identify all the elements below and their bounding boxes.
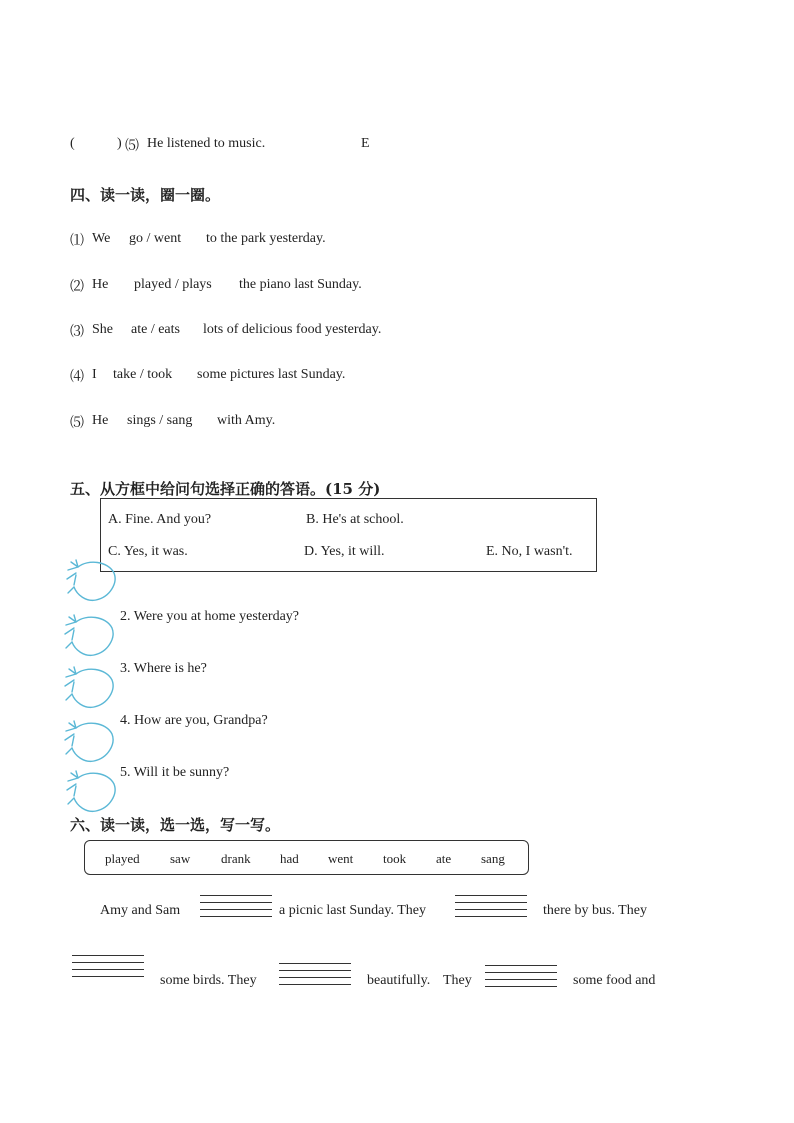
item-subject: She bbox=[92, 322, 113, 337]
strawberry-answer-icon[interactable] bbox=[62, 664, 116, 710]
item-rest: some pictures last Sunday. bbox=[197, 367, 346, 382]
passage-text: some food and bbox=[573, 973, 656, 988]
section5-heading: 五、从方框中给问句选择正确的答语。(15 分) bbox=[70, 480, 381, 498]
word-bank-item[interactable]: went bbox=[328, 851, 354, 866]
option-e: E. No, I wasn't. bbox=[486, 544, 573, 559]
item-options[interactable]: played / plays bbox=[134, 277, 212, 292]
item-rest: lots of delicious food yesterday. bbox=[203, 322, 382, 337]
word-bank-item[interactable]: saw bbox=[170, 851, 191, 866]
strawberry-answer-icon[interactable] bbox=[64, 768, 118, 814]
item-options[interactable]: ate / eats bbox=[131, 322, 180, 337]
paren-open: ( bbox=[70, 136, 75, 151]
section4-heading: 四、读一读，圈一圈。 bbox=[70, 186, 221, 204]
item-rest: with Amy. bbox=[217, 413, 276, 428]
passage-text: there by bus. They bbox=[543, 903, 647, 918]
passage-text: beautifully. bbox=[367, 973, 431, 988]
item-options[interactable]: sings / sang bbox=[127, 413, 193, 428]
item-number: ⑵ bbox=[70, 279, 84, 295]
word-bank-item[interactable]: drank bbox=[221, 851, 251, 866]
passage-text: some birds. They bbox=[160, 973, 257, 988]
question-text: 4. How are you, Grandpa? bbox=[120, 713, 268, 728]
word-bank-item[interactable]: played bbox=[105, 851, 140, 866]
question-text: 3. Where is he? bbox=[120, 661, 207, 676]
item-rest: the piano last Sunday. bbox=[239, 277, 362, 292]
item-options[interactable]: go / went bbox=[129, 231, 182, 246]
item-subject: He bbox=[92, 413, 109, 428]
writing-blank[interactable] bbox=[455, 895, 527, 923]
item-subject: We bbox=[92, 231, 111, 246]
option-d: D. Yes, it will. bbox=[304, 544, 385, 559]
section6-heading: 六、读一读，选一选，写一写。 bbox=[70, 816, 281, 834]
option-c: C. Yes, it was. bbox=[108, 544, 188, 559]
option-b: B. He's at school. bbox=[306, 512, 404, 527]
item-number: ⑴ bbox=[70, 233, 84, 249]
strawberry-answer-icon[interactable] bbox=[62, 612, 116, 658]
paren-close: ) bbox=[117, 136, 122, 151]
word-bank-item[interactable]: took bbox=[383, 851, 407, 866]
strawberry-answer-icon[interactable] bbox=[64, 557, 118, 603]
word-bank-item[interactable]: had bbox=[280, 851, 299, 866]
option-a: A. Fine. And you? bbox=[108, 512, 212, 527]
passage-text: Amy and Sam bbox=[100, 903, 181, 918]
word-bank-item[interactable]: ate bbox=[436, 851, 452, 866]
item-number: ⑶ bbox=[70, 324, 84, 340]
item-number: ⑷ bbox=[70, 369, 84, 385]
writing-blank[interactable] bbox=[485, 965, 557, 993]
item-options[interactable]: take / took bbox=[113, 367, 173, 382]
answer-letter: E bbox=[361, 136, 370, 151]
item-subject: He bbox=[92, 277, 109, 292]
passage-text: They bbox=[443, 973, 472, 988]
sentence-text: He listened to music. bbox=[147, 136, 266, 151]
word-bank-box bbox=[84, 840, 529, 875]
item-subject: I bbox=[92, 367, 97, 382]
writing-blank[interactable] bbox=[72, 955, 144, 983]
item-number: ⑸ bbox=[125, 138, 139, 154]
strawberry-answer-icon[interactable] bbox=[62, 718, 116, 764]
passage-text: a picnic last Sunday. They bbox=[279, 903, 426, 918]
writing-blank[interactable] bbox=[279, 963, 351, 991]
question-text: 5. Will it be sunny? bbox=[120, 765, 230, 780]
question-text: 2. Were you at home yesterday? bbox=[120, 609, 299, 624]
item-rest: to the park yesterday. bbox=[206, 231, 326, 246]
answer-options-box bbox=[100, 498, 597, 572]
writing-blank[interactable] bbox=[200, 895, 272, 923]
word-bank-item[interactable]: sang bbox=[481, 851, 505, 866]
item-number: ⑸ bbox=[70, 415, 84, 431]
